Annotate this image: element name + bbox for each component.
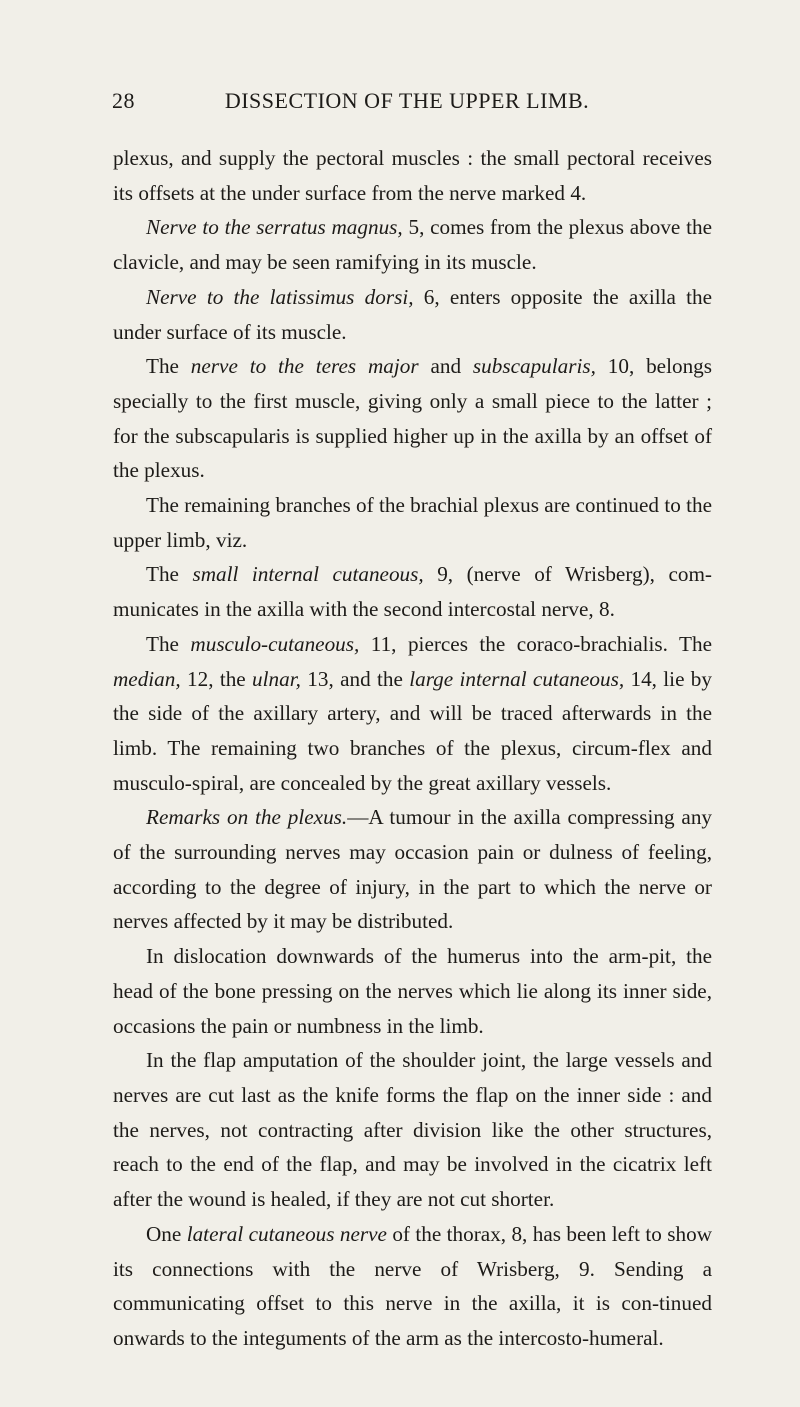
- text-run: 14, lie by the side of the axillary artery, and will be traced afterwards in the limb. The remaining two branches of the plexus, circum-flex and musculo-spiral, are concealed by the great axillary vessels.: [113, 666, 712, 795]
- italic-term: large internal cutaneous,: [409, 666, 625, 691]
- italic-term: musculo-cutaneous,: [190, 631, 360, 656]
- italic-term: Remarks on the plexus.: [146, 805, 348, 830]
- text-run: The: [146, 354, 191, 379]
- text-run: and: [418, 354, 473, 379]
- text-run: The: [146, 562, 193, 587]
- running-head: DISSECTION OF THE UPPER LIMB.: [224, 88, 590, 113]
- page-number: 28: [112, 88, 135, 113]
- paragraph: [113, 939, 712, 1043]
- paragraph: [113, 1217, 712, 1356]
- text-run: 5, comes from the plexus above the clavicle, and may be seen ramifying in its muscle.: [113, 215, 712, 275]
- text-run: 6, enters opposite the axilla the under surface of its muscle.: [113, 284, 713, 344]
- text-run: 10, belongs specially to the first muscle, giving only a small piece to the latter ; for the subscapularis is supplied higher up in the axilla by an offset of the plexus.: [113, 354, 713, 483]
- text-run: —A tumour in the axilla compressing any of the surrounding nerves may occasion pain or dulness of feeling, according to the degree of injury, in the part to which the nerve or nerves affected by it may be distributed.: [113, 805, 713, 934]
- text-run: 9, (nerve of Wrisberg), com-municates in the axilla with the second intercostal nerve, 8.: [113, 562, 712, 622]
- italic-term: subscapularis,: [472, 354, 596, 379]
- text-run: One: [146, 1221, 187, 1246]
- text-run: 11, pierces the coraco-brachialis. The: [359, 631, 712, 656]
- paragraph: [113, 1043, 712, 1217]
- italic-term: nerve to the teres major: [190, 354, 419, 379]
- italic-term: Nerve to the serratus magnus,: [146, 215, 403, 240]
- text-run: In the flap amputation of the shoulder joint, the large vessels and nerves are cut last as the knife forms the flap on the inner side : and the nerves, not contracting after division like the other structures, reach to the end of the flap, and may be involved in the cicatrix left after the wound is healed, if they are not cut shorter.: [113, 1048, 712, 1212]
- paragraph: [113, 488, 712, 557]
- italic-term: median,: [113, 666, 181, 691]
- paragraph: [113, 141, 712, 210]
- text-run: The: [146, 631, 191, 656]
- paragraph: [113, 280, 712, 349]
- paragraph: [113, 627, 712, 801]
- italic-term: ulnar,: [252, 666, 301, 691]
- italic-term: small internal cutaneous,: [192, 562, 424, 587]
- italic-term: lateral cutaneous nerve: [186, 1221, 387, 1246]
- text-run: 12, the: [180, 666, 253, 691]
- paragraph: [113, 557, 712, 626]
- text-run: of the thorax, 8, has been left to show its connections with the nerve of Wrisberg, 9. Sending a communicating offset to this nerve in the axilla, it is con-tinued onwards to the integuments of the arm as the intercosto-humeral.: [113, 1221, 712, 1350]
- text-run: plexus, and supply the pectoral muscles : the small pectoral receives its offsets at the under surface from the nerve marked 4.: [113, 146, 712, 205]
- body-text: [113, 141, 712, 1356]
- page-header: [112, 88, 702, 118]
- text-run: 13, and the: [300, 666, 410, 691]
- paragraph: [113, 349, 712, 488]
- paragraph: [113, 800, 712, 939]
- paragraph: [113, 210, 712, 279]
- italic-term: Nerve to the latissimus dorsi,: [146, 284, 414, 309]
- text-run: The remaining branches of the brachial plexus are continued to the upper limb, viz.: [113, 493, 712, 552]
- text-run: In dislocation downwards of the humerus into the arm-pit, the head of the bone pressing on the nerves which lie along its inner side, occasions the pain or numbness in the limb.: [113, 944, 712, 1038]
